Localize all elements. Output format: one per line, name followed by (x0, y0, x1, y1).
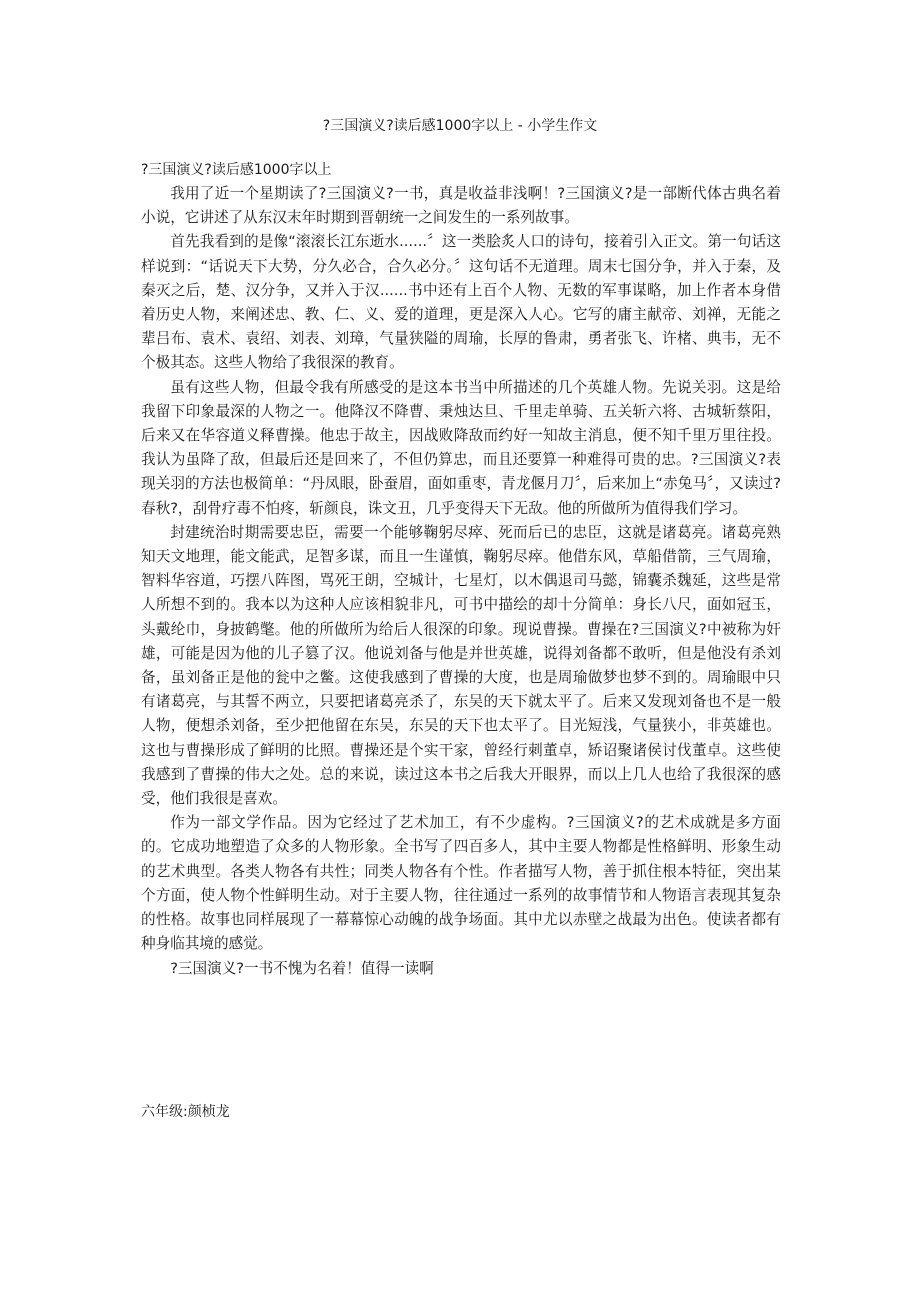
essay-paragraph-2: 首先我看到的是像“滚滚长江东逝水......〞这一类脍炙人口的诗句，接着引入正文。第一句话这样说到：“话说天下大势，分久必合，合久必分。〞这句话不无道理。周末七国分争，并入于秦，及秦灭之后，楚、汉分争，又并入于汉......书中还有上百个人物、无数的军事谋略，加上作者本身借着历史人物，来阐述忠、教、仁、义、爱的道理，更是深入人心。它写的庸主献帝、刘禅，无能之辈吕布、袁术、袁绍、刘表、刘璋，气量狭隘的周瑜，长厚的鲁肃，勇者张飞、许楮、典韦，无不个极其态。这些人物给了我很深的教育。 (141, 233, 781, 372)
essay-paragraph-6: ?三国演义?一书不愧为名着！值得一读啊 (170, 959, 434, 977)
essay-paragraph-4: 封建统治时期需要忠臣，需要一个能够鞠躬尽瘁、死而后已的忠臣，这就是诸葛亮。诸葛亮熟知天文地理，能文能武，足智多谋，而且一生谨慎，鞠躬尽瘁。他借东风，草船借箭，三气周瑜，智料华容道，巧摆八阵图，骂死王朗，空城计，七星灯，以木偶退司马懿，锦囊杀魏延，这些是常人所想不到的。我本以为这种人应该相貌非凡，可书中描绘的却十分简单：身长八尺，面如冠玉，头戴纶巾，身披鹤氅。他的所做所为给后人很深的印象。现说曹操。曹操在?三国演义?中被称为奸雄，可能是因为他的儿子篡了汉。他说刘备与他是并世英雄，说得刘备都不敢听，但是他没有杀刘备，虽刘备正是他的瓮中之鳖。这使我感到了曹操的大度，也是周瑜做梦也梦不到的。周瑜眼中只有诸葛亮，与其誓不两立，只要把诸葛亮杀了，东吴的天下就太平了。后来又发现刘备也不是一般人物，便想杀刘备，至少把他留在东吴，东吴的天下也太平了。目光短浅，气量狭小，非英雄也。这也与曹操形成了鲜明的比照。曹操还是个实干家，曾经行刺董卓，矫诏聚诸侯讨伐董卓。这些使我感到了曹操的伟大之处。总的来说，读过这本书之后我大开眼界，而以上几人也给了我很深的感受，他们我很是喜欢。 (141, 523, 781, 808)
essay-paragraph-1: 我用了近一个星期读了?三国演义?一书，真是收益非浅啊！?三国演义?是一部断代体古典名着小说，它讲述了从东汉末年时期到晋朝统一之间发生的一系列故事。 (141, 185, 781, 227)
essay-body (141, 158, 781, 981)
essay-paragraph-5: 作为一部文学作品。因为它经过了艺术加工，有不少虚构。?三国演义?的艺术成就是多方面的。它成功地塑造了众多的人物形象。全书写了四百多人，其中主要人物都是性格鲜明、形象生动的艺术典型。各类人物各有共性；同类人物各有个性。作者描写人物，善于抓住根本特征，突出某个方面，使人物个性鲜明生动。对于主要人物，往往通过一系列的故事情节和人物语言表现其复杂的性格。故事也同样展现了一幕幕惊心动魄的战争场面。其中尤以赤壁之战最为出色。使读者都有种身临其境的感觉。 (141, 814, 781, 953)
essay-paragraph-3: 虽有这些人物，但最令我有所感受的是这本书当中所描述的几个英雄人物。先说关羽。这是给我留下印象最深的人物之一。他降汉不降曹、秉烛达旦、千里走单骑、五关斩六将、古城斩蔡阳，后来又在华容道义释曹操。他忠于故主，因战败降敌而约好一知故主消息，便不知千里万里往投。我认为虽降了敌，但最后还是回来了，不但仍算忠，而且还要算一种难得可贵的忠。?三国演义?表现关羽的方法也极简单：“丹凤眼，卧蚕眉，面如重枣，青龙偃月刀〞，后来加上“赤兔马〞，又读过?春秋?，刮骨疗毒不怕疼，斩颜良，诛文丑，几乎变得天下无敌。他的所做所为值得我们学习。 (141, 378, 781, 517)
essay-subtitle: ?三国演义?读后感1000字以上 (141, 162, 332, 178)
author-signature: 六年级:颜桢龙 (141, 1104, 230, 1120)
document-header-title: ?三国演义?读后感1000字以上 - 小学生作文 (322, 118, 598, 134)
